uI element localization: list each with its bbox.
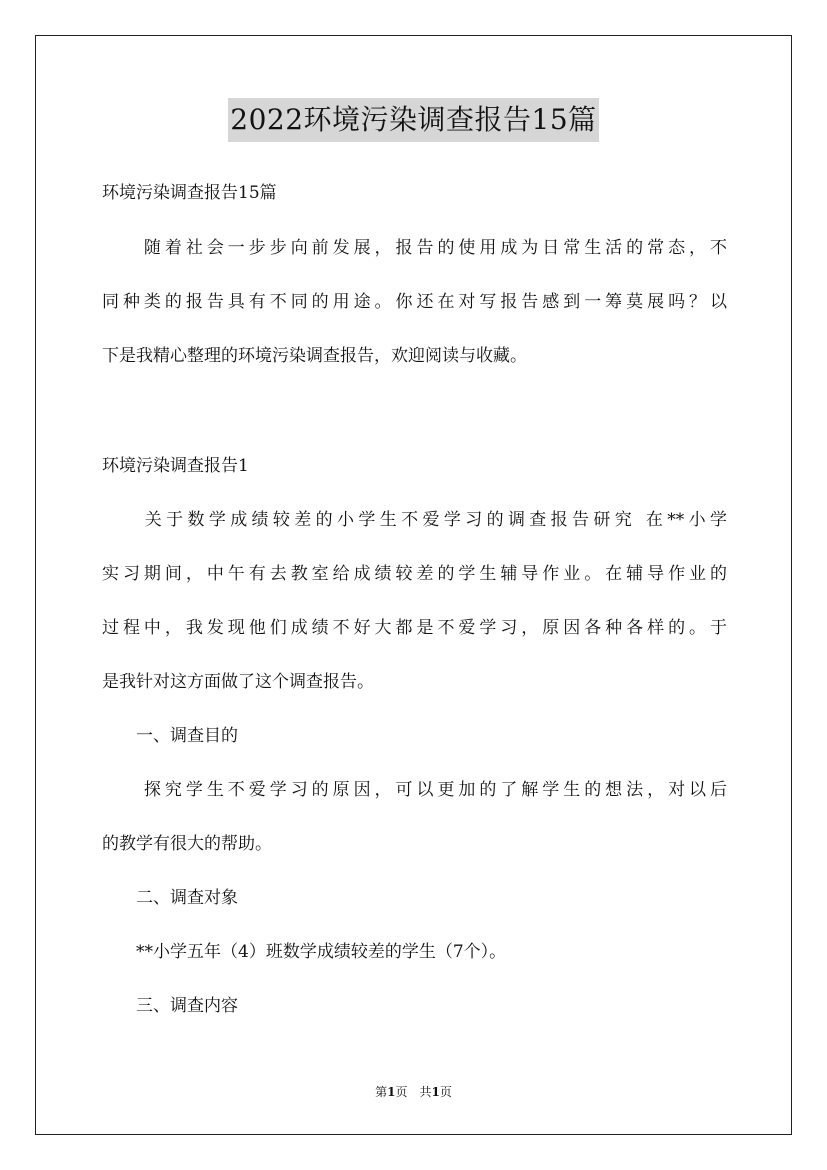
heading-content: 三、调查内容 [102, 996, 238, 1016]
document-title: 2022环境污染调查报告15篇 [228, 98, 598, 142]
intro-line: 随着社会一步步向前发展，报告的使用成为日常生活的常态，不 [102, 238, 727, 258]
body-line: 实习期间，中午有去教室给成绩较差的学生辅导作业。在辅导作业的 [102, 564, 727, 584]
page-number-current: 1 [387, 1085, 396, 1099]
footer-mid: 页 共 [395, 1085, 432, 1099]
heading-subject: 二、调查对象 [102, 888, 238, 908]
intro-line: 同种类的报告具有不同的用途。你还在对写报告感到一筹莫展吗？以 [102, 292, 727, 312]
title-container [0, 98, 827, 142]
page-footer [0, 1084, 827, 1100]
body-line: **小学五年（4）班数学成绩较差的学生（7个）。 [102, 942, 507, 962]
body-line: 的教学有很大的帮助。 [102, 834, 272, 854]
body-line: 探究学生不爱学习的原因，可以更加的了解学生的想法，对以后 [102, 780, 727, 800]
section-heading: 环境污染调查报告1 [102, 456, 249, 476]
body-line: 关于数学成绩较差的小学生不爱学习的调查报告研究 在**小学 [102, 510, 727, 530]
footer-suffix: 页 [439, 1085, 452, 1099]
body-line: 是我针对这方面做了这个调查报告。 [102, 672, 374, 692]
body-line: 过程中，我发现他们成绩不好大都是不爱学习，原因各种各样的。于 [102, 618, 727, 638]
heading-purpose: 一、调查目的 [102, 726, 238, 746]
page-number-total: 1 [431, 1085, 440, 1099]
footer-prefix: 第 [375, 1085, 388, 1099]
document-subtitle: 环境污染调查报告15篇 [102, 183, 277, 203]
intro-line: 下是我精心整理的环境污染调查报告，欢迎阅读与收藏。 [102, 346, 527, 366]
